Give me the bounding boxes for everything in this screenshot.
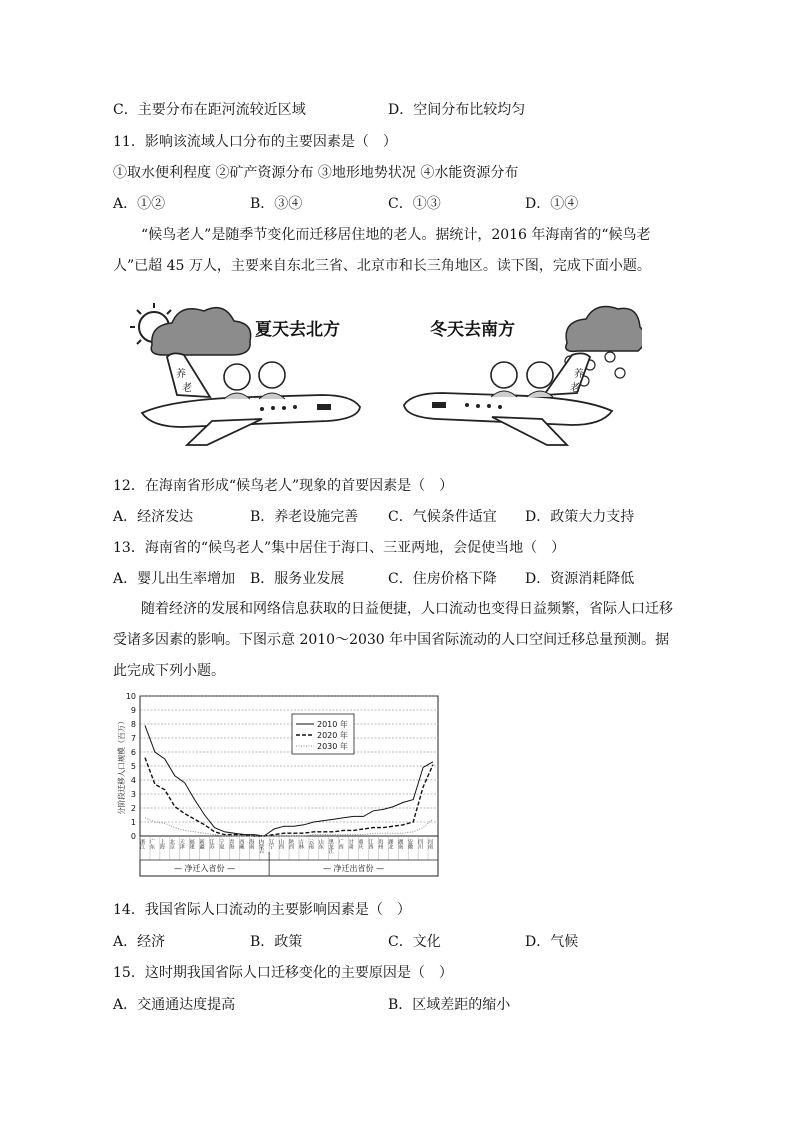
y-tick-label: 6: [130, 748, 136, 757]
x-tick-label: 天津: [178, 839, 185, 849]
q13-option-b: B．服务业发展: [250, 571, 345, 587]
q11-items: ①取水便利程度 ②矿产资源分布 ③地形地势状况 ④水能资源分布: [113, 165, 519, 181]
y-tick-label: 5: [130, 762, 136, 771]
x-tick-label: 山东: [317, 839, 324, 849]
x-tick-label: 陕西: [287, 839, 294, 849]
y-tick-label: 9: [130, 706, 136, 715]
q10-option-d: D．空间分布比较均匀: [388, 102, 526, 118]
x-tick-label: 新疆: [198, 839, 205, 849]
x-tick-label: 广东: [148, 839, 155, 849]
left-caption: 夏天去北方: [255, 320, 340, 340]
q15-option-a: A．交通通达度提高: [113, 997, 236, 1013]
y-tick-label: 8: [130, 720, 136, 729]
x-tick-label: 江苏: [208, 839, 215, 849]
group-label-net-in: — 净迁入省份 —: [174, 864, 236, 873]
y-tick-label: 4: [130, 776, 136, 785]
passage-interprovincial-migration: 随着经济的发展和网络信息获取的日益便捷，人口流动也变得日益频繁，省际人口迁移受诸多因素的影响。下图示意 2010～2030 年中国省际流动的人口空间迁移总量预测。据此完成下列小题。: [113, 601, 673, 679]
series-line: [145, 725, 433, 836]
x-tick-label: 贵州: [377, 839, 384, 849]
elderly-couple-icon: [491, 362, 553, 397]
y-axis-label: 分阶段迁移人口规模（百万）: [117, 717, 126, 815]
x-tick-label: 江西: [367, 839, 374, 849]
passage-migratory-elderly: “候鸟老人”是随季节变化而迁移居住地的老人。据统计，2016 年海南省的“候鸟老人”已超 45 万人，主要来自东北三省、北京市和长三角地区。读下图，完成下面小题。: [113, 227, 651, 274]
x-tick-label: 四川: [417, 839, 424, 849]
q10-option-c: C．主要分布在距河流较近区域: [113, 102, 306, 118]
y-tick-label: 10: [125, 692, 136, 701]
migratory-elderly-cartoon: [112, 295, 642, 455]
tail-text-1: 养: [176, 369, 186, 380]
q13-option-c: C．住房价格下降: [388, 571, 497, 587]
series-line: [145, 758, 433, 836]
q12-option-b: B．养老设施完善: [250, 509, 359, 525]
q13-option-d: D．资源消耗降低: [525, 571, 635, 587]
q12-option-a: A．经济发达: [113, 509, 194, 525]
tail-text-2: 老: [182, 383, 192, 394]
y-tick-label: 7: [130, 734, 136, 743]
group-label-net-out: — 净迁出省份 —: [323, 864, 385, 873]
x-tick-label: 广西: [337, 839, 344, 849]
cloud-icon: [151, 308, 250, 355]
x-tick-label: 黑龙江: [327, 839, 334, 854]
y-tick-label: 0: [130, 832, 136, 841]
y-tick-label: 3: [130, 790, 136, 799]
x-tick-label: 内蒙古: [258, 839, 265, 854]
airplane-icon: [142, 353, 360, 445]
x-tick-label: 甘肃: [347, 839, 354, 849]
q14-option-c: C．文化: [388, 934, 441, 950]
q14-option-b: B．政策: [250, 934, 303, 950]
q15-stem: 15．这时期我国省际人口迁移变化的主要原因是（ ）: [113, 965, 453, 981]
x-tick-label: 北京: [168, 839, 175, 849]
x-tick-label: 辽宁: [268, 839, 275, 849]
x-tick-label: 山西: [278, 839, 285, 849]
legend-label: 2030 年: [317, 742, 348, 751]
x-tick-label: 宁夏: [218, 839, 225, 849]
x-tick-label: 福建: [188, 839, 195, 849]
x-tick-label: 吉林: [297, 839, 304, 849]
y-tick-label: 2: [130, 804, 136, 813]
migration-line-chart: [112, 690, 442, 885]
x-tick-label: 海南: [248, 839, 255, 849]
q15-option-b: B．区域差距的缩小: [388, 997, 511, 1013]
tail-text-4: 老: [570, 383, 580, 394]
x-tick-label: 湖北: [387, 839, 394, 849]
q12-option-d: D．政策大力支持: [525, 509, 635, 525]
q11-option-a: A．①②: [113, 196, 166, 212]
q11-option-b: B．③④: [250, 196, 303, 212]
x-tick-label: 上海: [158, 839, 165, 849]
x-tick-label: 西藏: [238, 839, 245, 849]
tail-text-3: 养: [574, 369, 584, 380]
x-tick-label: 云南: [307, 839, 314, 849]
y-tick-label: 1: [130, 818, 136, 827]
elderly-couple-icon: [224, 362, 285, 399]
q11-option-c: C．①③: [388, 196, 441, 212]
q14-option-a: A．经济: [113, 934, 166, 950]
q14-option-d: D．气候: [525, 934, 579, 950]
x-tick-label: 青海: [228, 839, 235, 849]
q13-stem: 13．海南省的“候鸟老人”集中居住于海口、三亚两地，会促使当地（ ）: [113, 540, 566, 556]
right-caption: 冬天去南方: [430, 320, 515, 340]
q12-stem: 12．在海南省形成“候鸟老人”现象的首要因素是（ ）: [113, 478, 454, 494]
q14-stem: 14．我国省际人口流动的主要影响因素是（ ）: [113, 902, 411, 918]
x-tick-label: 湖南: [397, 839, 404, 849]
x-tick-label: 安徽: [407, 839, 414, 849]
q11-stem: 11．影响该流域人口分布的主要因素是（ ）: [113, 134, 397, 150]
q12-option-c: C．气候条件适宜: [388, 509, 497, 525]
x-tick-label: 河南: [427, 839, 434, 849]
legend-label: 2010 年: [317, 720, 348, 729]
q13-option-a: A．婴儿出生率增加: [113, 571, 236, 587]
legend-label: 2020 年: [317, 731, 348, 740]
x-tick-label: 重庆: [357, 839, 364, 849]
x-tick-label: 浙江: [138, 839, 145, 849]
q11-option-d: D．①④: [525, 196, 579, 212]
